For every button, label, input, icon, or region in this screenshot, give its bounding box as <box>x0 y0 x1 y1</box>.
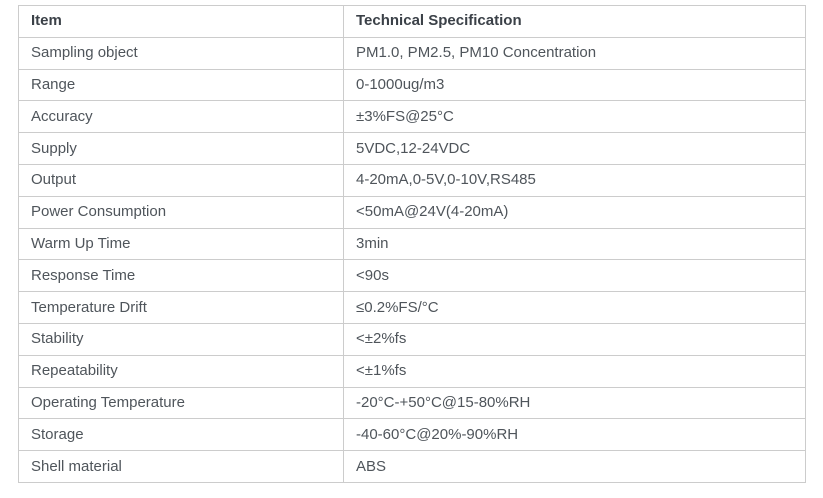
spec-cell: 3min <box>344 228 806 260</box>
column-header-technical-specification: Technical Specification <box>344 6 806 38</box>
item-cell: Temperature Drift <box>19 292 344 324</box>
spec-cell: -20°C-+50°C@15-80%RH <box>344 387 806 419</box>
item-cell: Operating Temperature <box>19 387 344 419</box>
item-cell: Power Consumption <box>19 196 344 228</box>
item-cell: Stability <box>19 323 344 355</box>
item-cell: Accuracy <box>19 101 344 133</box>
header-row <box>19 6 806 38</box>
table-row <box>19 69 806 101</box>
table-header <box>19 6 806 38</box>
table-row <box>19 451 806 483</box>
table-row <box>19 355 806 387</box>
spec-cell: <90s <box>344 260 806 292</box>
table-row <box>19 164 806 196</box>
table-row <box>19 387 806 419</box>
item-cell: Range <box>19 69 344 101</box>
spec-cell: <50mA@24V(4-20mA) <box>344 196 806 228</box>
spec-cell: 5VDC,12-24VDC <box>344 133 806 165</box>
spec-cell: -40-60°C@20%-90%RH <box>344 419 806 451</box>
item-cell: Shell material <box>19 451 344 483</box>
table-row <box>19 133 806 165</box>
table-row <box>19 419 806 451</box>
item-cell: Supply <box>19 133 344 165</box>
spec-cell: ABS <box>344 451 806 483</box>
spec-cell: <±2%fs <box>344 323 806 355</box>
spec-cell: PM1.0, PM2.5, PM10 Concentration <box>344 37 806 69</box>
spec-cell: 0-1000ug/m3 <box>344 69 806 101</box>
spec-cell: <±1%fs <box>344 355 806 387</box>
spec-cell: 4-20mA,0-5V,0-10V,RS485 <box>344 164 806 196</box>
table-row <box>19 292 806 324</box>
table-row <box>19 101 806 133</box>
item-cell: Sampling object <box>19 37 344 69</box>
table-row <box>19 196 806 228</box>
table-row <box>19 260 806 292</box>
item-cell: Output <box>19 164 344 196</box>
table-row <box>19 228 806 260</box>
item-cell: Storage <box>19 419 344 451</box>
item-cell: Warm Up Time <box>19 228 344 260</box>
technical-specification-table <box>18 5 806 483</box>
spec-cell: ≤0.2%FS/°C <box>344 292 806 324</box>
item-cell: Repeatability <box>19 355 344 387</box>
spec-cell: ±3%FS@25°C <box>344 101 806 133</box>
table-row <box>19 323 806 355</box>
column-header-item: Item <box>19 6 344 38</box>
spec-table-body <box>19 37 806 482</box>
table-row <box>19 37 806 69</box>
item-cell: Response Time <box>19 260 344 292</box>
